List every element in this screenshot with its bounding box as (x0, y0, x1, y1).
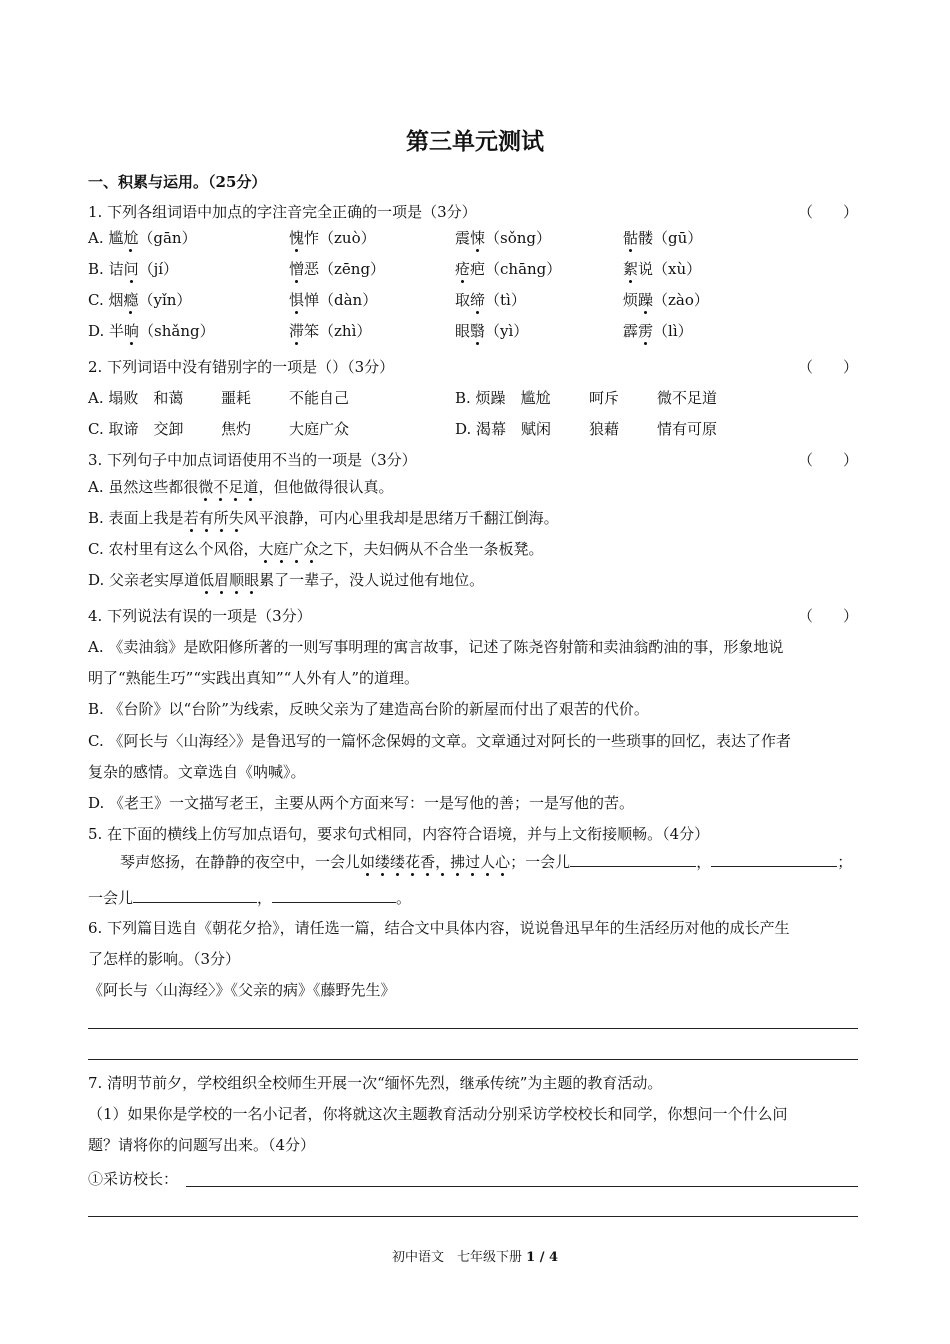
dotted-char: 如 (360, 853, 376, 871)
answer-line[interactable] (88, 1216, 858, 1217)
answer-line[interactable] (88, 1059, 858, 1060)
q2-option-c-word: 焦灼 (221, 420, 252, 438)
answer-bracket: （ ） (798, 203, 859, 221)
page-number: 1 / 4 (526, 1250, 559, 1265)
dotted-char: 缔 (470, 291, 486, 309)
q2-option-d-word: 情有可原 (657, 420, 718, 438)
fill-blank[interactable] (272, 887, 396, 903)
answer-bracket: （ ） (798, 358, 859, 376)
dotted-char: 问 (123, 260, 139, 278)
q7-sub1-line1: （1）如果你是学校的一名小记者，你将就这次主题教育活动分别采访学校校长和同学，你想问一个什么问 (88, 1105, 788, 1123)
dotted-char: 瘾 (123, 291, 139, 309)
dotted-char: 雳 (638, 322, 654, 340)
q2-option-d-words: D. 渴幕 赋闲 (455, 420, 552, 438)
q4-option-c-line2: 复杂的感情。文章选自《呐喊》。 (88, 763, 306, 781)
dotted-char: 失 (228, 509, 244, 527)
q3-option-a: A. 虽然这些都很微不足道，但他做得很认真。 (88, 478, 394, 496)
q4-option-b: B. 《台阶》以“台阶”为线索，反映父亲为了建造高台阶的新屋而付出了艰苦的代价。 (88, 700, 649, 718)
q4-option-a-line1: A. 《卖油翁》是欧阳修所著的一则写事明理的寓言故事，记述了陈尧咨射箭和卖油翁酌油的事，形象地说 (88, 638, 784, 656)
q4-option-c-line1: C. 《阿长与〈山海经〉》是鲁迅写的一篇怀念保姆的文章。文章通过对阿长的一些琐事的回忆，表达了作者 (88, 732, 791, 750)
dotted-char: 缕 (390, 853, 406, 871)
question-2-stem: 2. 下列词语中没有错别字的一项是（）（3分） (88, 358, 395, 376)
q1-option-word: 疮疤（chāng） (455, 260, 562, 278)
q7-interview-principal-label: ①采访校长： (88, 1170, 179, 1188)
dotted-char: 足 (228, 478, 244, 496)
q2-option-c-word: 大庭广众 (289, 420, 350, 438)
q1-option-word: 眼翳（yì） (455, 322, 529, 340)
dotted-char: 顺 (229, 571, 245, 589)
q2-option-a-words: A. 塌败 和蔼 (88, 389, 184, 407)
dotted-char: 所 (213, 509, 229, 527)
dotted-phrase (184, 509, 244, 527)
q5-sentence-line2: 一会儿 ， 。 (88, 889, 412, 907)
q1-option-word: 烦躁（zào） (623, 291, 709, 309)
dotted-char: 躁 (638, 291, 654, 309)
dotted-char: 过 (465, 853, 481, 871)
question-1-stem: 1. 下列各组词语中加点的字注音完全正确的一项是（3分） (88, 203, 477, 221)
dotted-char: 人 (480, 853, 496, 871)
dotted-phrase (199, 571, 259, 589)
q1-option-word: A. 尴尬（gān） (88, 229, 197, 247)
section-heading: 一、积累与运用。（25分） (88, 173, 267, 191)
question-5-stem: 5. 在下面的横线上仿写加点语句，要求句式相同，内容符合语境，并与上文衔接顺畅。（4分） (88, 825, 710, 843)
dotted-char: 有 (198, 509, 214, 527)
dotted-char: 愧 (289, 229, 305, 247)
dotted-char: 花 (405, 853, 421, 871)
dotted-char: 悚 (470, 229, 486, 247)
dotted-char: 滞 (289, 322, 305, 340)
q2-option-b-word: 呵斥 (589, 389, 620, 407)
answer-line[interactable] (186, 1186, 858, 1187)
dotted-char: 眉 (214, 571, 230, 589)
q2-option-d-word: 狼藉 (589, 420, 620, 438)
q2-option-b-words: B. 烦躁 尴尬 (455, 389, 551, 407)
q1-option-word: 憎恶（zēng） (289, 260, 386, 278)
q2-option-a-word: 不能自己 (289, 389, 350, 407)
q2-option-b-word: 微不足道 (657, 389, 718, 407)
question-3-stem: 3. 下列句子中加点词语使用不当的一项是（3分） (88, 451, 417, 469)
q6-article-titles: 《阿长与〈山海经〉》《父亲的病》《藤野先生》 (88, 981, 396, 999)
question-7-stem: 7. 清明节前夕，学校组织全校师生开展一次“缅怀先烈，继承传统”为主题的教育活动。 (88, 1074, 663, 1092)
q1-option-word: 滞笨（zhì） (289, 322, 372, 340)
dotted-char: 絮 (623, 260, 639, 278)
question-4-stem: 4. 下列说法有误的一项是（3分） (88, 607, 312, 625)
dotted-char: 拂 (450, 853, 466, 871)
dotted-phrase (258, 540, 318, 558)
dotted-char: 大 (258, 540, 274, 558)
question-6-stem-line2: 了怎样的影响。（3分） (88, 950, 241, 968)
q1-option-word: 骷髅（gū） (623, 229, 703, 247)
q1-option-word: 震悚（sǒng） (455, 229, 552, 247)
dotted-char: 缕 (375, 853, 391, 871)
question-6-stem-line1: 6. 下列篇目选自《朝花夕拾》，请任选一篇，结合文中具体内容，说说鲁迅早年的生活经历对他的成长产生 (88, 919, 790, 937)
dotted-char: 翳 (470, 322, 486, 340)
dotted-char: ， (435, 853, 451, 871)
dotted-char: 道 (243, 478, 259, 496)
q1-option-word: B. 诘问（jí） (88, 260, 179, 278)
q1-option-word: 取缔（tì） (455, 291, 526, 309)
dotted-char: 低 (199, 571, 215, 589)
dotted-char: 香 (420, 853, 436, 871)
dotted-char: 心 (495, 853, 511, 871)
q1-option-word: C. 烟瘾（yǐn） (88, 291, 192, 309)
page-title: 第三单元测试 (406, 128, 544, 155)
q4-option-a-line2: 明了“熟能生巧”“实践出真知”“人外有人”的道理。 (88, 669, 420, 687)
fill-blank[interactable] (570, 851, 696, 867)
q5-sentence-line1: 琴声悠扬，在静静的夜空中，一会儿如缕缕花香，拂过人心；一会儿 ， ； (120, 853, 853, 871)
q3-option-d: D. 父亲老实厚道低眉顺眼累了一辈子，没人说过他有地位。 (88, 571, 485, 589)
answer-bracket: （ ） (798, 451, 859, 469)
dotted-char: 疮 (455, 260, 471, 278)
q7-sub1-line2: 题？请将你的问题写出来。（4分） (88, 1136, 316, 1154)
q1-option-word: D. 半晌（shǎng） (88, 322, 215, 340)
dotted-char: 微 (198, 478, 214, 496)
q1-option-word: 愧怍（zuò） (289, 229, 376, 247)
dotted-phrase (360, 853, 510, 871)
dotted-phrase (198, 478, 258, 496)
fill-blank[interactable] (133, 887, 257, 903)
dotted-char: 尬 (123, 229, 139, 247)
dotted-char: 若 (183, 509, 199, 527)
answer-line[interactable] (88, 1028, 858, 1029)
dotted-char: 广 (288, 540, 304, 558)
q2-option-a-word: 噩耗 (221, 389, 252, 407)
dotted-char: 众 (303, 540, 319, 558)
q1-option-word: 絮说（xù） (623, 260, 702, 278)
page-footer: 初中语文 七年级下册 1 / 4 (391, 1250, 559, 1265)
dotted-char: 晌 (124, 322, 140, 340)
answer-bracket: （ ） (798, 607, 859, 625)
dotted-char: 憎 (289, 260, 305, 278)
dotted-char: 庭 (273, 540, 289, 558)
dotted-char: 骷 (623, 229, 639, 247)
q1-option-word: 惧惮（dàn） (289, 291, 378, 309)
dotted-char: 惧 (289, 291, 305, 309)
q2-option-c-words: C. 取谛 交卸 (88, 420, 184, 438)
dotted-char: 不 (213, 478, 229, 496)
q3-option-c: C. 农村里有这么个风俗，大庭广众之下，夫妇俩从不合坐一条板凳。 (88, 540, 544, 558)
q1-option-word: 霹雳（lì） (623, 322, 693, 340)
q4-option-d: D. 《老王》一文描写老王，主要从两个方面来写：一是写他的善；一是写他的苦。 (88, 794, 635, 812)
fill-blank[interactable] (711, 851, 837, 867)
dotted-char: 眼 (244, 571, 260, 589)
q3-option-b: B. 表面上我是若有所失风平浪静，可内心里我却是思绪万千翻江倒海。 (88, 509, 559, 527)
